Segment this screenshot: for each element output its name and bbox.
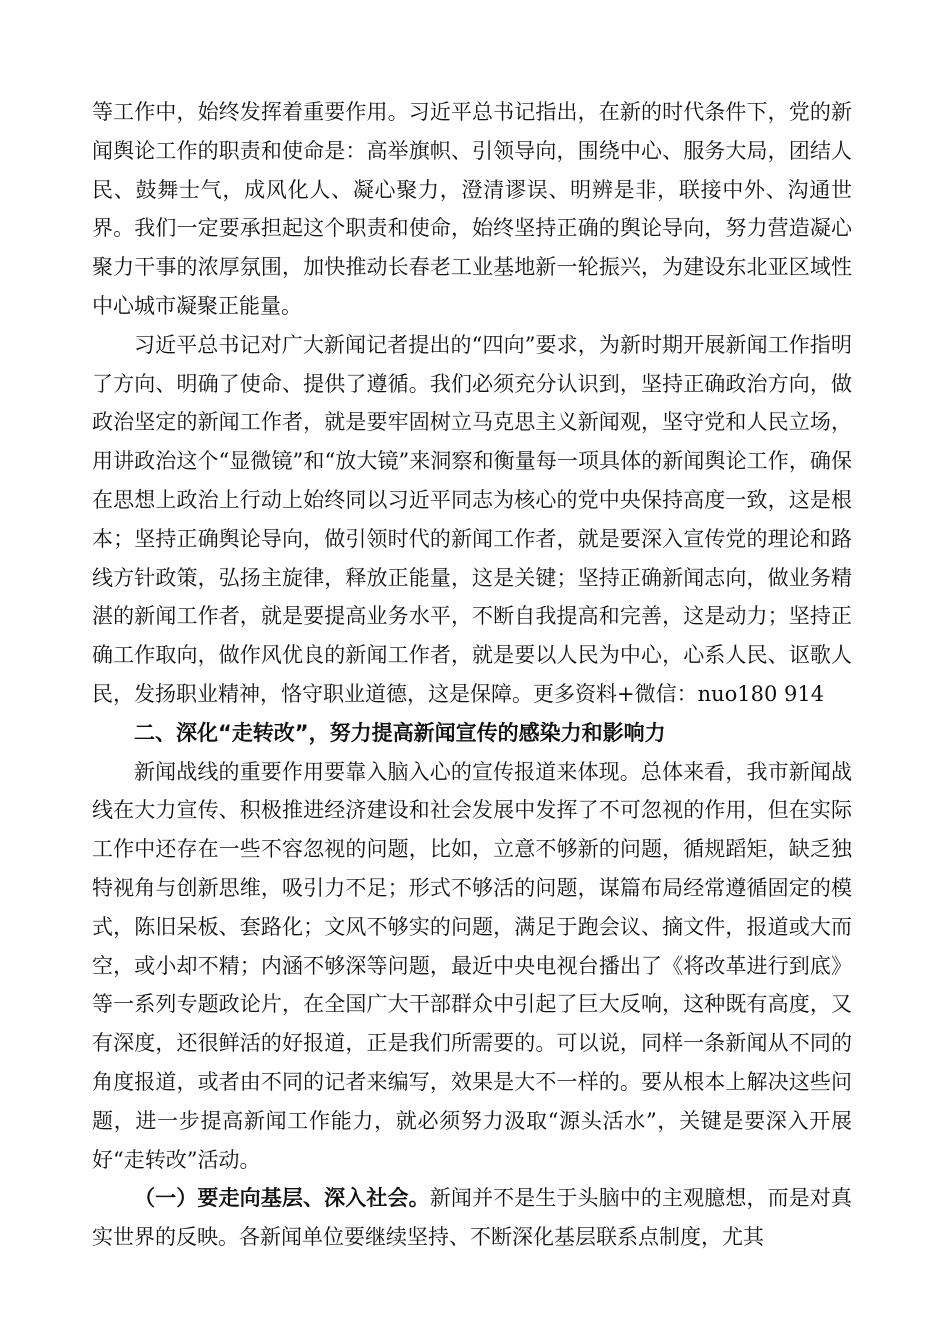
section-heading-2: 二、深化“走转改”，努力提高新闻宣传的感染力和影响力	[134, 720, 666, 745]
document-body	[92, 93, 852, 1257]
paragraph-problems: 新闻战线的重要作用要靠入脑入心的宣传报道来体现。总体来看，我市新闻战线在大力宣传、积极推进经济建设和社会发展中发挥了不可忽视的作用，但在实际工作中还存在一些不容忽视的问题，比如，立意不够新的问题，循规蹈矩，缺乏独特视角与创新思维，吸引力不足；形式不够活的问题，谋篇布局经常遵循固定的模式，陈旧呆板、套路化；文风不够实的问题，满足于跑会议、摘文件，报道或大而空，或小却不精；内涵不够深等问题，最近中央电视台播出了《将改革进行到底》等一系列专题政论片，在全国广大干部群众中引起了巨大反响，这种既有高度，又有深度，还很鲜活的好报道，正是我们所需要的。可以说，同样一条新闻从不同的角度报道，或者由不同的记者来编写，效果是大不一样的。要从根本上解决这些问题，进一步提高新闻工作能力，就必须努力汲取“源头活水”，关键是要深入开展好“走转改”活动。	[92, 759, 852, 1172]
subsection-lead: （一）要走向基层、深入社会。	[134, 1186, 430, 1211]
paragraph-grassroots	[92, 1179, 852, 1257]
paragraph-four-directions: 习近平总书记对广大新闻记者提出的“四向”要求，为新时期开展新闻工作指明了方向、明确了使命、提供了遵循。我们必须充分认识到，坚持正确政治方向，做政治坚定的新闻工作者，就是要牢固树立马克思主义新闻观，坚守党和人民立场，用讲政治这个“显微镜”和“放大镜”来洞察和衡量每一项具体的新闻舆论工作，确保在思想上政治上行动上始终同以习近平同志为核心的党中央保持高度一致，这是根本；坚持正确舆论导向，做引领时代的新闻工作者，就是要深入宣传党的理论和路线方针政策，弘扬主旋律，释放正能量，这是关键；坚持正确新闻志向，做业务精湛的新闻工作者，就是要提高业务水平，不断自我提高和完善，这是动力；坚持正确工作取向，做作风优良的新闻工作者，就是要以人民为中心，心系人民、讴歌人民，发扬职业精神，恪守职业道德，这是保障。更多资料+微信：nuo180 914	[92, 332, 852, 706]
subsection-body: 新闻并不是生于头脑中的主观臆想，而是对真实世界的反映。各新闻单位要继续坚持、不断深化基层联系点制度，尤其	[92, 1186, 853, 1250]
paragraph-mission: 等工作中，始终发挥着重要作用。习近平总书记指出，在新的时代条件下，党的新闻舆论工作的职责和使命是：高举旗帜、引领导向，围绕中心、服务大局，团结人民、鼓舞士气，成风化人、凝心聚力，澄清谬误、明辨是非，联接中外、沟通世界。我们一定要承担起这个职责和使命，始终坚持正确的舆论导向，努力营造凝心聚力干事的浓厚氛围，加快推动长春老工业基地新一轮振兴，为建设东北亚区域性中心城市凝聚正能量。	[92, 100, 852, 318]
